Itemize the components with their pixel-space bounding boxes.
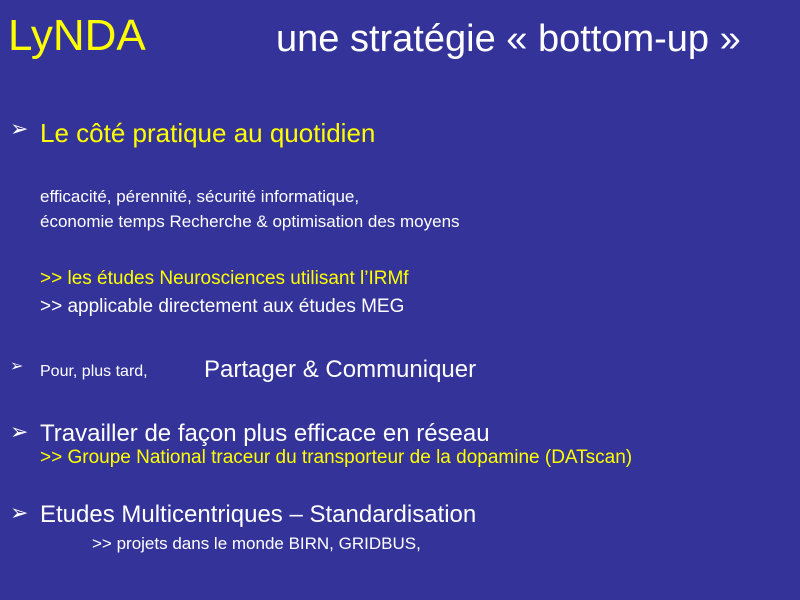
- item1-heading: Le côté pratique au quotidien: [40, 118, 376, 148]
- slide-title-left: LyNDA: [8, 11, 146, 60]
- item1-detail-2: économie temps Recherche & optimisation des moyens: [40, 212, 460, 231]
- item2-prefix: Pour, plus tard,: [40, 363, 148, 380]
- bullet-arrow-icon: ➢: [10, 116, 29, 141]
- slide-title-right: une stratégie « bottom-up »: [276, 18, 741, 60]
- bullet-arrow-icon: ➢: [10, 419, 29, 444]
- item1-sub-1: >> les études Neurosciences utilisant l’IRMf: [40, 268, 409, 289]
- item3-heading: Travailler de façon plus efficace en réseau: [40, 420, 490, 447]
- item4-heading: Etudes Multicentriques – Standardisation: [40, 501, 477, 528]
- item3-sub: >> Groupe National traceur du transporteur de la dopamine (DATscan): [40, 447, 633, 468]
- item1-detail-1: efficacité, pérennité, sécurité informatique,: [40, 187, 360, 206]
- item1-sub-2: >> applicable directement aux études MEG: [40, 296, 405, 317]
- item2-main: Partager & Communiquer: [204, 356, 477, 383]
- bullet-arrow-icon: ➢: [10, 500, 29, 525]
- bullet-arrow-icon: ➢: [10, 358, 24, 375]
- item4-sub: >> projets dans le monde BIRN, GRIDBUS,: [92, 534, 421, 553]
